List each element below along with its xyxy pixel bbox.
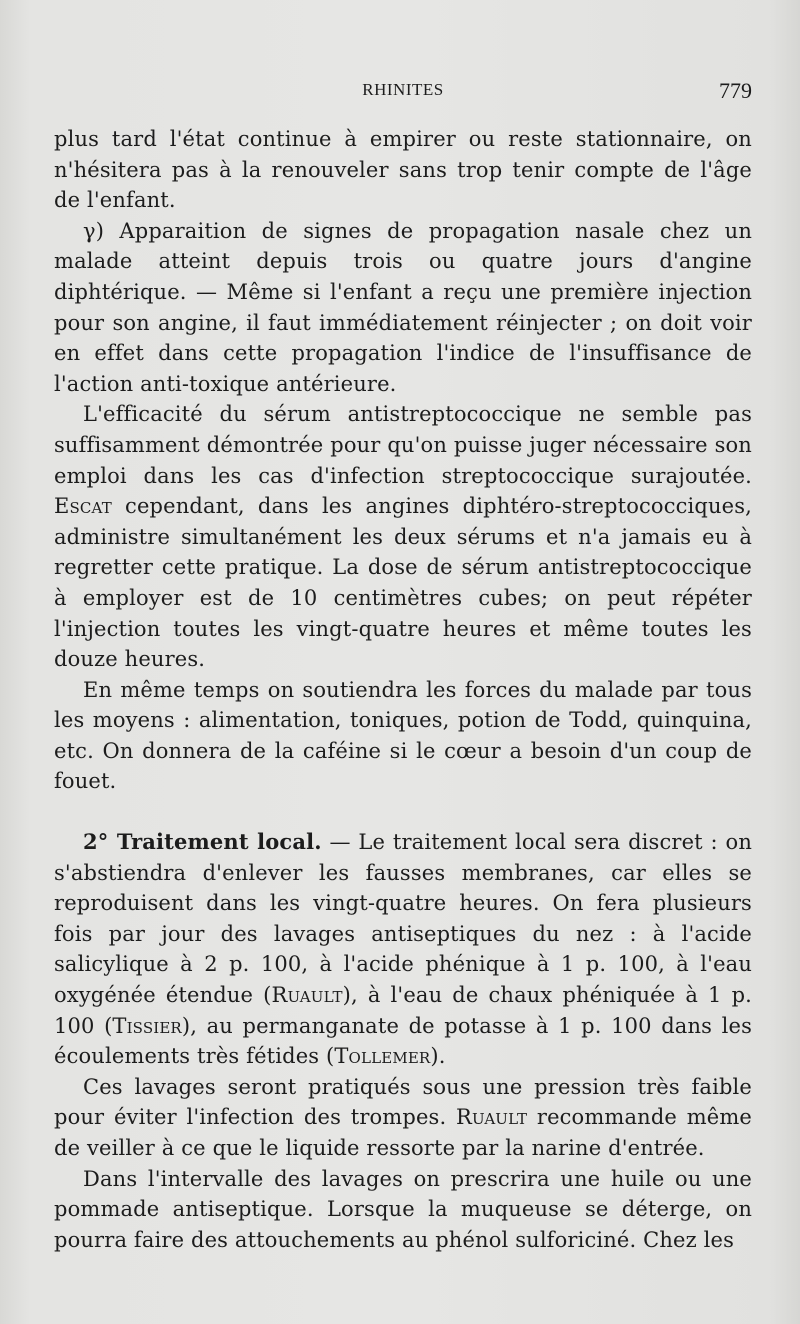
paragraph-text: cependant, dans les angines diphtéro-streptococciques, administre simultanément les deux sérums et n'a jamais eu à regretter cette pratique. La dose de sérum antistreptococcique à employer est de 10 centimètres cubes; on peut répéter l'injection toutes les vingt-quatre heures et même toutes les douze heures.: [54, 494, 753, 672]
paragraph-text: Ces lavages seront pratiqués sous une pression très faible pour éviter l'infection des trompes.: [54, 1074, 752, 1130]
paragraph-text: plus tard l'état continue à empirer ou reste stationnaire, on n'hésitera pas à la renouveler sans trop tenir compte de l'âge de l'enfant.: [54, 127, 752, 213]
running-header: [54, 78, 752, 106]
author-name-tollemer: Tollemer: [334, 1044, 431, 1069]
body-text: [54, 124, 752, 1255]
paragraph-general-care: [54, 675, 752, 797]
author-name-tissier: Tissier: [112, 1013, 182, 1038]
paragraph-text: recommande même de veiller à ce que le liquide ressorte par la narine d'entrée.: [54, 1105, 752, 1160]
paragraph-lavage-pressure: [54, 1072, 752, 1164]
paragraph-local-treatment: [54, 827, 752, 1072]
paragraph-text: γ) Apparaition de signes de propagation nasale chez un malade atteint depuis trois ou quatre jours d'angine diphtérique. — Même si l'enfant a reçu une première injection pour son angine, il faut immédiatement réinjecter ; on doit voir en effet dans cette propagation l'indice de l'insuffisance de l'action anti-toxique antérieure.: [54, 218, 752, 396]
paragraph-text: ).: [430, 1044, 446, 1069]
paragraph-text: ), au permanganate de potasse à 1 p. 100 dans les écoulements très fétides (: [54, 1013, 752, 1069]
author-name-ruault: Ruault: [456, 1105, 528, 1130]
paragraph-antiseptic-ointment: [54, 1164, 752, 1256]
paragraph-continuation: [54, 124, 752, 216]
paragraph-text: Dans l'intervalle des lavages on prescrira une huile ou une pommade antiseptique. Lorsque la muqueuse se déterge, on pourra faire des attouchements au phénol sulforiciné. Chez les: [54, 1166, 752, 1252]
paragraph-text: — Le traitement local sera discret : on s'abstiendra d'enlever les fausses membranes, car elles se reproduisent dans les vingt-quatre heures. On fera plusieurs fois par jour des lavages antiseptiques du nez : à l'acide salicylique à 2 p. 100, à l'acide phénique à 1 p. 100, à l'eau oxygénée étendue (: [54, 830, 753, 1008]
paragraph-text: En même temps on soutiendra les forces du malade par tous les moyens : alimentation, toniques, potion de Todd, quinquina, etc. On donnera de la caféine si le cœur a besoin d'un coup de fouet.: [54, 677, 752, 794]
section-heading: 2° Traitement local.: [83, 829, 322, 855]
paragraph-serum-efficacy: [54, 399, 752, 674]
page-number: 779: [719, 78, 752, 103]
author-name-escat: Escat: [54, 494, 112, 519]
paragraph-gamma: [54, 216, 752, 400]
paragraph-text: L'efficacité du sérum antistreptococcique ne semble pas suffisamment démontrée pour qu'on puisse juger nécessaire son emploi dans les cas d'infection streptococcique surajoutée.: [54, 402, 752, 488]
author-name-ruault: Ruault: [271, 983, 343, 1008]
paragraph-text: ), à l'eau de chaux phéniquée à 1 p. 100 (: [54, 983, 753, 1038]
running-title: RHINITES: [362, 80, 444, 99]
